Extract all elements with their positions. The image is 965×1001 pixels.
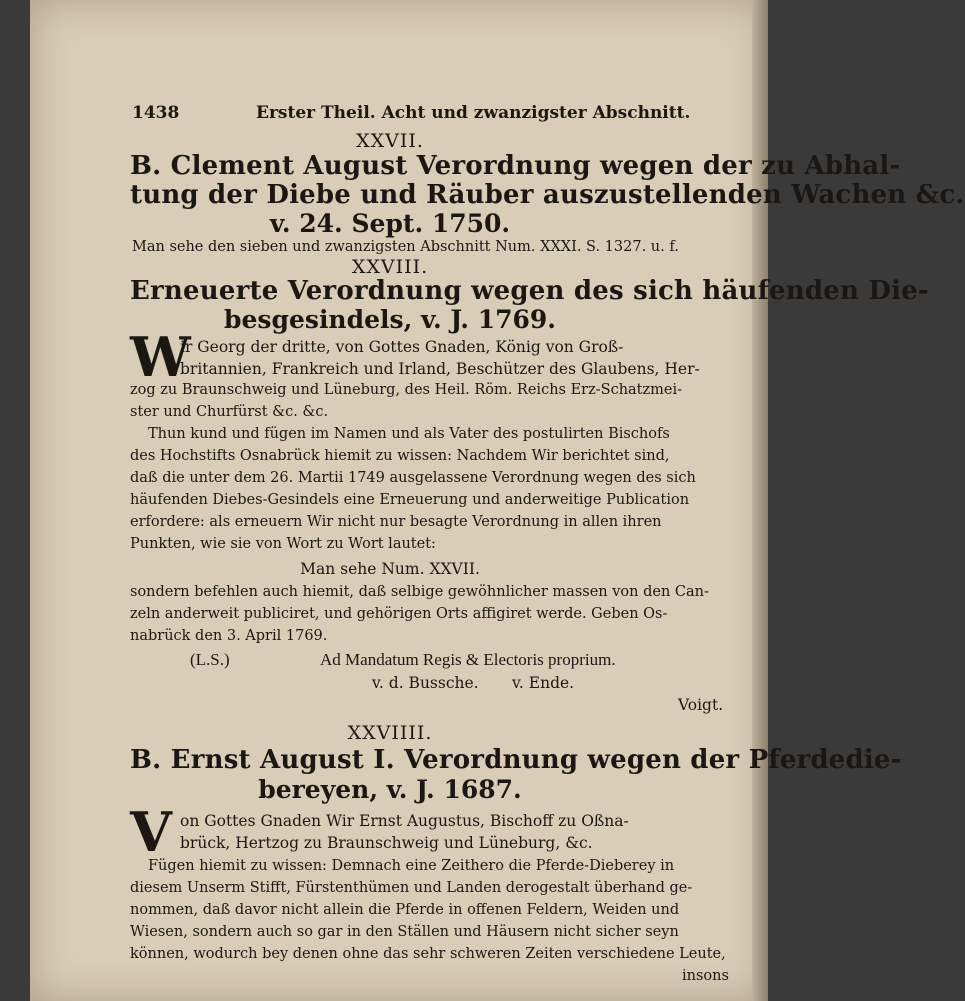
section-title-xxviii-line2: besgesindels, v. J. 1769. (224, 305, 556, 334)
section-title-xxvii-line1: B. Clement August Verordnung wegen der zu Abhal- (130, 151, 901, 181)
running-title: Erster Theil. Acht und zwanzigster Abschnitt. (256, 103, 691, 123)
text-line: ir Georg der dritte, von Gottes Gnaden, König von Groß- (180, 338, 624, 356)
signature-ende: v. Ende. (512, 674, 575, 692)
text-line: nommen, daß davor nicht allein die Pferde in offenen Feldern, Weiden und (130, 902, 680, 918)
text-line: zog zu Braunschweig und Lüneburg, des Heil. Röm. Reichs Erz-Schatzmei- (130, 382, 683, 398)
text-line: Thun kund und fügen im Namen und als Vater des postulirten Bischofs (148, 426, 670, 442)
text-line: daß die unter dem 26. Martii 1749 ausgelassene Verordnung wegen des sich (130, 470, 696, 486)
page-number: 1438 (132, 103, 180, 123)
text-line: des Hochstifts Osnabrück hiemit zu wissen: Nachdem Wir berichtet sind, (130, 448, 670, 464)
dropcap-v: V (130, 800, 172, 864)
section-numeral-xxviii: XXVIII. (351, 256, 429, 278)
signature-bussche: v. d. Bussche. (372, 674, 479, 692)
text-line: ster und Churfürst &c. &c. (130, 404, 329, 420)
text-line: nabrück den 3. April 1769. (130, 628, 328, 644)
section-title-xxviiii-line2: bereyen, v. J. 1687. (258, 775, 522, 804)
section-numeral-xxvii: XXVII. (356, 130, 424, 152)
seal-mark: (L.S.) (190, 650, 230, 669)
text-line: on Gottes Gnaden Wir Ernst Augustus, Bischoff zu Oßna- (180, 812, 629, 830)
section-title-xxvii-line2: tung der Diebe und Räuber auszustellenden Wachen &c. (130, 180, 965, 210)
text-line: diesem Unserm Stifft, Fürstenthümen und Landen derogestalt überhand ge- (130, 880, 693, 896)
signature-voigt: Voigt. (678, 696, 724, 714)
text-line: können, wodurch bey denen ohne das sehr schweren Zeiten verschiedene Leute, (130, 946, 726, 962)
text-line: sondern befehlen auch hiemit, daß selbige gewöhnlicher massen von den Can- (130, 584, 709, 600)
text-line: Punkten, wie sie von Wort zu Wort lautet: (130, 536, 436, 552)
text-line: zeln anderweit publiciret, und gehörigen Orts affigiret werde. Geben Os- (130, 606, 668, 622)
text-line: Fügen hiemit zu wissen: Demnach eine Zeithero die Pferde-Dieberey in (148, 858, 675, 874)
text-line: britannien, Frankreich und Irland, Beschützer des Glaubens, Her- (180, 360, 700, 378)
see-reference: Man sehe Num. XXVII. (300, 560, 480, 578)
text-line: Wiesen, sondern auch so gar in den Ställen und Häusern nicht sicher seyn (130, 924, 679, 940)
mandate-line: Ad Mandatum Regis & Electoris proprium. (320, 650, 616, 669)
section-reference-xxvii: Man sehe den sieben und zwanzigsten Abschnitt Num. XXXI. S. 1327. u. f. (132, 239, 679, 255)
section-title-xxviiii-line1: B. Ernst August I. Verordnung wegen der Pferdedie- (130, 745, 902, 775)
section-title-xxviii-line1: Erneuerte Verordnung wegen des sich häufenden Die- (130, 276, 929, 306)
dropcap-w: W (130, 325, 191, 389)
text-line: häufenden Diebes-Gesindels eine Erneuerung und anderweitige Publication (130, 492, 690, 508)
catchword: insons (682, 968, 729, 984)
book-page (30, 0, 965, 1001)
section-date-xxvii: v. 24. Sept. 1750. (269, 209, 511, 238)
text-line: erfordere: als erneuern Wir nicht nur besagte Verordnung in allen ihren (130, 514, 662, 530)
section-numeral-xxviiii: XXVIIII. (347, 722, 433, 744)
text-line: brück, Hertzog zu Braunschweig und Lüneburg, &c. (180, 834, 593, 852)
